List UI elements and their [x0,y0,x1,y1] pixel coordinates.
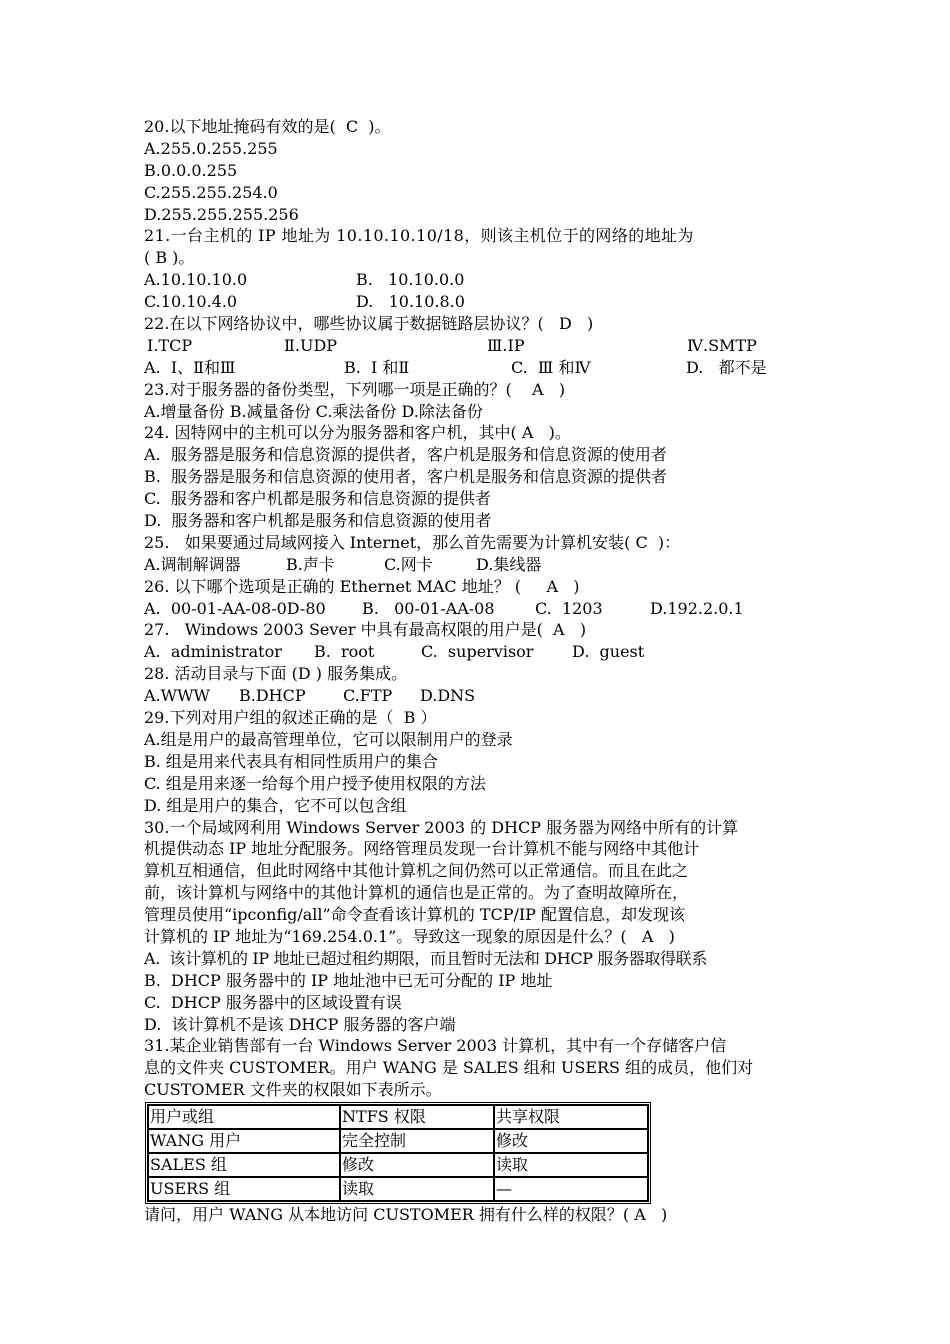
question-30-stem-line-3: 算机互相通信，但此时网络中其他计算机之间仍然可以正常通信。而且在此之 [144,861,689,881]
table-cell: SALES 组 [148,1153,340,1177]
question-29-stem: 29.下列对用户组的叙述正确的是（ B ） [144,708,437,728]
question-20-option-b: B.0.0.0.255 [144,160,238,180]
question-21-stem-cont: ( B )。 [144,248,195,268]
question-27-options [144,641,814,663]
table-cell: — [494,1177,648,1201]
question-30-option-d: D. 该计算机不是该 DHCP 服务器的客户端 [144,1014,456,1034]
question-22-item-1: Ⅰ.TCP [147,335,193,355]
question-26-option-d: D.192.2.0.1 [650,598,744,618]
table-cell: 完全控制 [340,1129,494,1153]
question-26-option-c: C. 1203 [535,598,603,618]
question-30-stem-line-4: 前，该计算机与网络中的其他计算机的通信也是正常的。为了查明故障所在， [144,883,689,903]
table-header-cell: 用户或组 [148,1105,340,1129]
question-25-stem: 25. 如果要通过局域网接入 Internet，那么首先需要为计算机安装( C )： [144,532,681,552]
question-28-option-a: A.WWW [144,686,210,706]
table-cell: 读取 [494,1153,648,1177]
question-24-option-c: C. 服务器和客户机都是服务和信息资源的提供者 [144,489,491,509]
question-25-options [144,554,814,576]
table-row [148,1177,648,1201]
question-28-option-b: B.DHCP [239,686,306,706]
question-20-option-a: A.255.0.255.255 [144,138,278,158]
table-cell: 修改 [494,1129,648,1153]
question-24-option-b: B. 服务器是服务和信息资源的使用者，客户机是服务和信息资源的提供者 [144,467,668,487]
question-30-option-b: B. DHCP 服务器中的 IP 地址池中已无可分配的 IP 地址 [144,970,553,990]
question-24-option-d: D. 服务器和客户机都是服务和信息资源的使用者 [144,511,492,531]
question-30-option-c: C. DHCP 服务器中的区域设置有误 [144,992,402,1012]
question-28-option-c: C.FTP [343,686,393,706]
question-21-option-a: A.10.10.10.0 [144,270,248,290]
question-31-stem-line-2: 息的文件夹 CUSTOMER。用户 WANG 是 SALES 组和 USERS 组的成员，他们对 [144,1058,754,1078]
table-header-cell: NTFS 权限 [340,1105,494,1129]
question-23-options: A.增量备份 B.减量备份 C.乘法备份 D.除法备份 [144,401,483,421]
question-23-stem: 23.对于服务器的备份类型，下列哪一项是正确的？( A ) [144,379,566,399]
table-cell: 修改 [340,1153,494,1177]
question-22-option-a: A. Ⅰ、Ⅱ和Ⅲ [144,357,236,377]
table-cell: WANG 用户 [148,1129,340,1153]
question-26-option-b: B. 00-01-AA-08 [362,598,495,618]
question-29-option-d: D. 组是用户的集合，它不可以包含组 [144,795,407,815]
question-22-item-4: Ⅳ.SMTP [687,335,757,355]
question-28-stem: 28. 活动目录与下面 (D ) 服务集成。 [144,664,408,684]
question-26-options [144,598,814,620]
question-31-stem-line-3: CUSTOMER 文件夹的权限如下表所示。 [144,1080,442,1100]
question-30-stem-line-6: 计算机的 IP 地址为“169.254.0.1”。导致这一现象的原因是什么？( A ) [144,926,675,946]
question-21-option-b: B. 10.10.0.0 [356,270,465,290]
question-27-option-d: D. guest [572,642,645,662]
question-22-option-d: D. 都不是 [686,357,767,377]
question-26-stem: 26. 以下哪个选项是正确的 Ethernet MAC 地址？ ( A ) [144,576,580,596]
question-24-option-a: A. 服务器是服务和信息资源的提供者，客户机是服务和信息资源的使用者 [144,445,667,465]
table-row [148,1153,648,1177]
question-22-stem: 22.在以下网络协议中，哪些协议属于数据链路层协议？( D ) [144,314,594,334]
question-25-option-d: D.集线器 [476,554,542,574]
question-30-option-a: A. 该计算机的 IP 地址已超过租约期限，而且暂时无法和 DHCP 服务器取得联系 [144,948,707,968]
question-22-item-2: Ⅱ.UDP [284,335,338,355]
question-25-option-c: C.网卡 [384,554,433,574]
question-22-option-c: C. Ⅲ 和Ⅳ [511,357,591,377]
question-22-item-3: Ⅲ.IP [487,335,525,355]
question-22-options [144,357,814,379]
question-28-options [144,685,814,707]
question-31-stem-line-1: 31.某企业销售部有一台 Windows Server 2003 计算机，其中有一个存储客户信 [144,1036,727,1056]
question-22-items [144,335,814,357]
question-20-option-c: C.255.255.254.0 [144,182,278,202]
question-26-option-a: A. 00-01-AA-08-0D-80 [144,598,326,618]
question-21-options-row-1 [144,269,814,291]
table-row [148,1129,648,1153]
question-20-stem: 20.以下地址掩码有效的是( C )。 [144,117,391,136]
document-page [144,116,814,1226]
question-27-option-b: B. root [314,642,375,662]
table-cell: 读取 [340,1177,494,1201]
question-20-option-d: D.255.255.255.256 [144,204,299,224]
question-30-stem-line-2: 机提供动态 IP 地址分配服务。网络管理员发现一台计算机不能与网络中其他计 [144,839,700,859]
question-30-stem-line-1: 30.一个局域网利用 Windows Server 2003 的 DHCP 服务器为网络中所有的计算 [144,817,739,837]
question-25-option-b: B.声卡 [286,554,335,574]
question-29-option-a: A.组是用户的最高管理单位，它可以限制用户的登录 [144,729,513,749]
question-27-option-a: A. administrator [144,642,282,662]
permissions-table [145,1102,651,1204]
table-header-row [148,1105,648,1129]
table-cell: USERS 组 [148,1177,340,1201]
question-22-option-b: B. Ⅰ 和Ⅱ [344,357,410,377]
question-31-question: 请问，用户 WANG 从本地访问 CUSTOMER 拥有什么样的权限？( A ) [144,1205,668,1225]
question-28-option-d: D.DNS [420,686,476,706]
question-21-option-c: C.10.10.4.0 [144,292,238,312]
question-27-option-c: C. supervisor [421,642,534,662]
question-21-stem: 21.一台主机的 IP 地址为 10.10.10.10/18，则该主机位于的网络的地址为 [144,226,694,246]
question-21-option-d: D. 10.10.8.0 [356,292,465,312]
question-29-option-b: B. 组是用来代表具有相同性质用户的集合 [144,751,438,771]
question-21-options-row-2 [144,291,814,313]
question-30-stem-line-5: 管理员使用“ipconfig/all”命令查看该计算机的 TCP/IP 配置信息，却发现该 [144,905,686,925]
question-27-stem: 27. Windows 2003 Sever 中具有最高权限的用户是( A ) [144,620,587,640]
question-25-option-a: A.调制解调器 [144,554,241,574]
question-29-option-c: C. 组是用来逐一给每个用户授予使用权限的方法 [144,773,486,793]
question-24-stem: 24. 因特网中的主机可以分为服务器和客户机，其中( A )。 [144,423,571,443]
table-header-cell: 共享权限 [494,1105,648,1129]
